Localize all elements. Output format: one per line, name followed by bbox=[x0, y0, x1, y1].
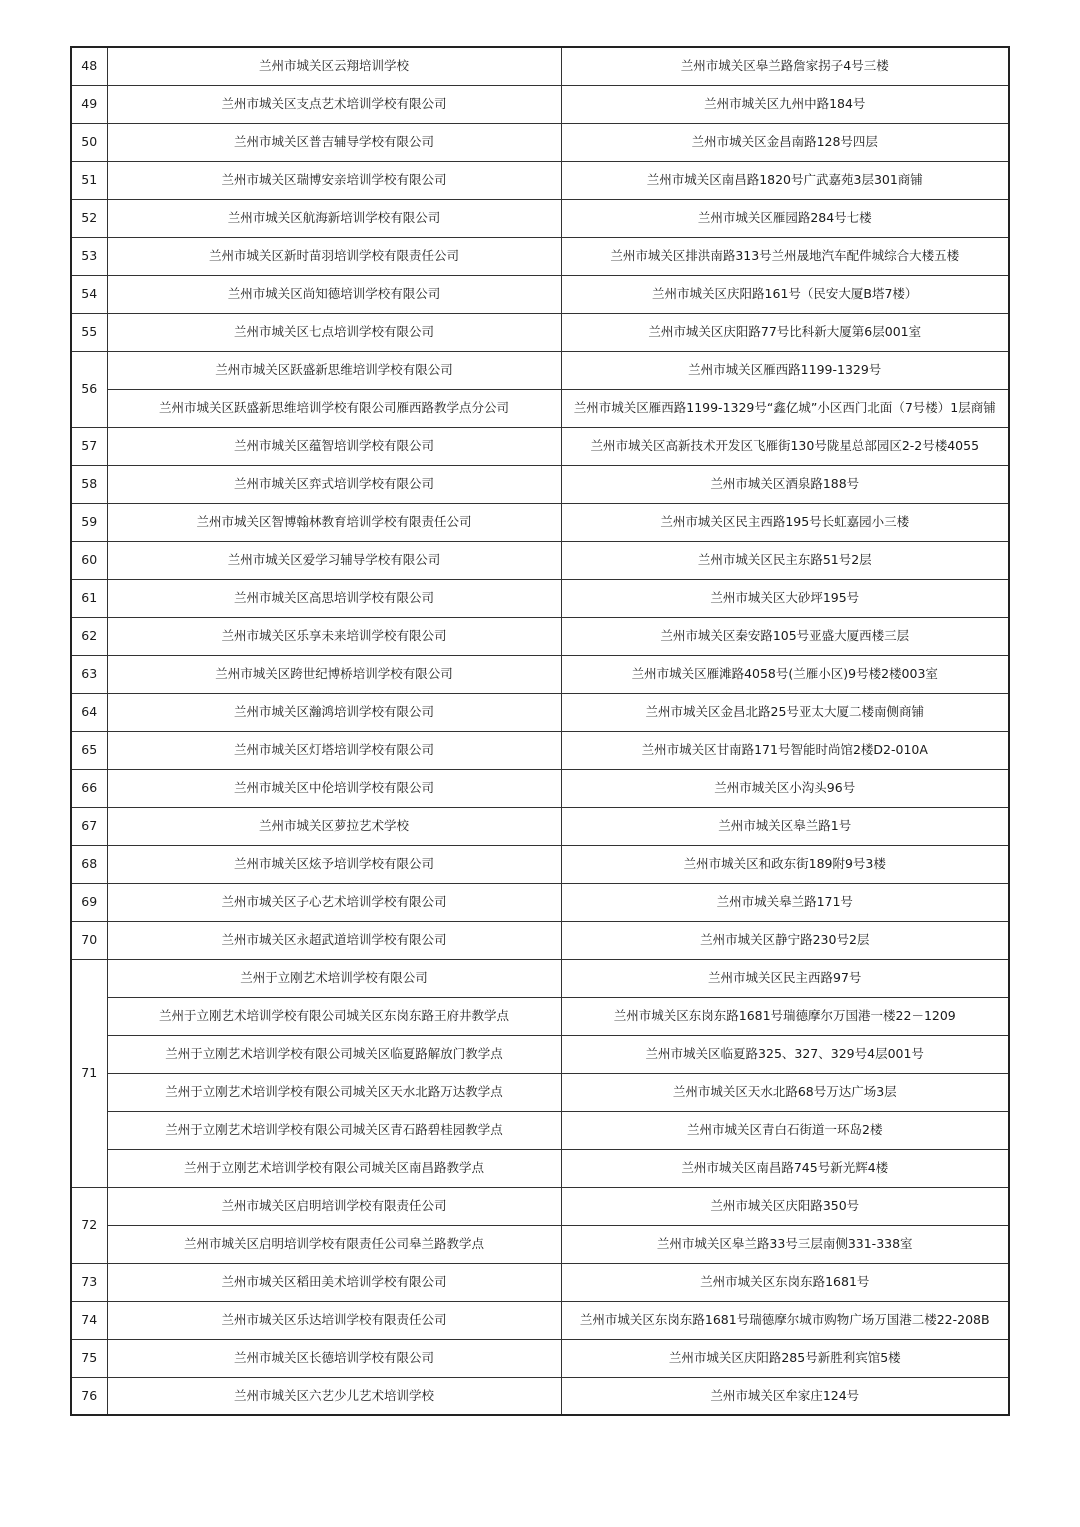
table-row bbox=[71, 1377, 1009, 1415]
school-address-cell: 兰州市城关区雁西路1199-1329号 bbox=[561, 351, 1009, 389]
row-number: 54 bbox=[71, 275, 107, 313]
school-address-cell: 兰州市城关区庆阳路161号（民安大厦B塔7楼） bbox=[561, 275, 1009, 313]
school-address-cell: 兰州市城关区天水北路68号万达广场3层 bbox=[561, 1073, 1009, 1111]
school-name-cell: 兰州市城关区瀚鸿培训学校有限公司 bbox=[107, 693, 561, 731]
school-name-cell: 兰州市城关区六艺少儿艺术培训学校 bbox=[107, 1377, 561, 1415]
school-name-cell: 兰州市城关区云翔培训学校 bbox=[107, 47, 561, 85]
school-address-cell: 兰州市城关区雁滩路4058号(兰雁小区)9号楼2楼003室 bbox=[561, 655, 1009, 693]
table-row bbox=[71, 541, 1009, 579]
school-address-cell: 兰州市城关区雁西路1199-1329号“鑫亿城”小区西门北面（7号楼）1层商铺 bbox=[561, 389, 1009, 427]
school-name-cell: 兰州市城关区智博翰林教育培训学校有限责任公司 bbox=[107, 503, 561, 541]
training-school-table bbox=[70, 46, 1010, 1416]
school-name-cell: 兰州于立刚艺术培训学校有限公司城关区南昌路教学点 bbox=[107, 1149, 561, 1187]
row-number: 58 bbox=[71, 465, 107, 503]
school-name-cell: 兰州市城关区跃盛新思维培训学校有限公司雁西路教学点分公司 bbox=[107, 389, 561, 427]
row-number: 53 bbox=[71, 237, 107, 275]
table-row bbox=[71, 617, 1009, 655]
table-row bbox=[71, 1073, 1009, 1111]
table-row bbox=[71, 807, 1009, 845]
school-address-cell: 兰州市城关区大砂坪195号 bbox=[561, 579, 1009, 617]
row-number: 67 bbox=[71, 807, 107, 845]
table-row bbox=[71, 199, 1009, 237]
school-address-cell: 兰州市城关区庆阳路285号新胜利宾馆5楼 bbox=[561, 1339, 1009, 1377]
school-name-cell: 兰州市城关区普吉辅导学校有限公司 bbox=[107, 123, 561, 161]
school-name-cell: 兰州市城关区长德培训学校有限公司 bbox=[107, 1339, 561, 1377]
row-number: 76 bbox=[71, 1377, 107, 1415]
table-row bbox=[71, 655, 1009, 693]
row-number: 56 bbox=[71, 351, 107, 427]
school-address-cell: 兰州市城关区排洪南路313号兰州晟地汽车配件城综合大楼五楼 bbox=[561, 237, 1009, 275]
row-number: 64 bbox=[71, 693, 107, 731]
row-number: 74 bbox=[71, 1301, 107, 1339]
table-row bbox=[71, 1339, 1009, 1377]
school-address-cell: 兰州市城关区秦安路105号亚盛大厦西楼三层 bbox=[561, 617, 1009, 655]
row-number: 48 bbox=[71, 47, 107, 85]
row-number: 61 bbox=[71, 579, 107, 617]
row-number: 70 bbox=[71, 921, 107, 959]
school-address-cell: 兰州市城关区九州中路184号 bbox=[561, 85, 1009, 123]
table-row bbox=[71, 313, 1009, 351]
table-row bbox=[71, 1149, 1009, 1187]
school-name-cell: 兰州市城关区灯塔培训学校有限公司 bbox=[107, 731, 561, 769]
row-number: 51 bbox=[71, 161, 107, 199]
table-row bbox=[71, 123, 1009, 161]
school-name-cell: 兰州市城关区蕴智培训学校有限公司 bbox=[107, 427, 561, 465]
row-number: 55 bbox=[71, 313, 107, 351]
school-name-cell: 兰州市城关区乐享未来培训学校有限公司 bbox=[107, 617, 561, 655]
table-row bbox=[71, 427, 1009, 465]
school-name-cell: 兰州于立刚艺术培训学校有限公司城关区青石路碧桂园教学点 bbox=[107, 1111, 561, 1149]
table-body bbox=[71, 47, 1009, 1415]
table-row bbox=[71, 237, 1009, 275]
school-name-cell: 兰州市城关区中伦培训学校有限公司 bbox=[107, 769, 561, 807]
school-address-cell: 兰州市城关区庆阳路350号 bbox=[561, 1187, 1009, 1225]
school-name-cell: 兰州市城关区永超武道培训学校有限公司 bbox=[107, 921, 561, 959]
table-row bbox=[71, 997, 1009, 1035]
school-name-cell: 兰州市城关区七点培训学校有限公司 bbox=[107, 313, 561, 351]
table-row bbox=[71, 503, 1009, 541]
row-number: 75 bbox=[71, 1339, 107, 1377]
table-row bbox=[71, 85, 1009, 123]
table-row bbox=[71, 1263, 1009, 1301]
school-address-cell: 兰州市城关区青白石街道一环岛2楼 bbox=[561, 1111, 1009, 1149]
school-address-cell: 兰州市城关区东岗东路1681号瑞德摩尔城市购物广场万国港二楼22-208B bbox=[561, 1301, 1009, 1339]
school-name-cell: 兰州市城关区新时苗羽培训学校有限责任公司 bbox=[107, 237, 561, 275]
row-number: 52 bbox=[71, 199, 107, 237]
row-number: 49 bbox=[71, 85, 107, 123]
school-name-cell: 兰州市城关区跃盛新思维培训学校有限公司 bbox=[107, 351, 561, 389]
table-row bbox=[71, 1035, 1009, 1073]
table-row bbox=[71, 579, 1009, 617]
school-name-cell: 兰州市城关区子心艺术培训学校有限公司 bbox=[107, 883, 561, 921]
school-address-cell: 兰州市城关区甘南路171号智能时尚馆2楼D2-010A bbox=[561, 731, 1009, 769]
school-address-cell: 兰州市城关区皋兰路1号 bbox=[561, 807, 1009, 845]
table-row bbox=[71, 351, 1009, 389]
school-address-cell: 兰州市城关区静宁路230号2层 bbox=[561, 921, 1009, 959]
school-name-cell: 兰州市城关区瑞博安亲培训学校有限公司 bbox=[107, 161, 561, 199]
school-address-cell: 兰州市城关区南昌路745号新光辉4楼 bbox=[561, 1149, 1009, 1187]
school-name-cell: 兰州市城关区萝拉艺术学校 bbox=[107, 807, 561, 845]
row-number: 65 bbox=[71, 731, 107, 769]
row-number: 73 bbox=[71, 1263, 107, 1301]
school-address-cell: 兰州市城关区和政东街189附9号3楼 bbox=[561, 845, 1009, 883]
school-name-cell: 兰州市城关区稻田美术培训学校有限公司 bbox=[107, 1263, 561, 1301]
table-row bbox=[71, 465, 1009, 503]
table-row bbox=[71, 1225, 1009, 1263]
school-name-cell: 兰州于立刚艺术培训学校有限公司 bbox=[107, 959, 561, 997]
school-address-cell: 兰州市城关区皋兰路詹家拐子4号三楼 bbox=[561, 47, 1009, 85]
school-name-cell: 兰州于立刚艺术培训学校有限公司城关区东岗东路王府井教学点 bbox=[107, 997, 561, 1035]
school-address-cell: 兰州市城关区民主西路195号长虹嘉园小三楼 bbox=[561, 503, 1009, 541]
school-name-cell: 兰州市城关区弈式培训学校有限公司 bbox=[107, 465, 561, 503]
school-address-cell: 兰州市城关区皋兰路33号三层南侧331-338室 bbox=[561, 1225, 1009, 1263]
school-address-cell: 兰州市城关区高新技术开发区飞雁街130号陇星总部园区2-2号楼4055 bbox=[561, 427, 1009, 465]
school-address-cell: 兰州市城关区民主西路97号 bbox=[561, 959, 1009, 997]
school-address-cell: 兰州市城关区金昌南路128号四层 bbox=[561, 123, 1009, 161]
table-row bbox=[71, 1111, 1009, 1149]
school-address-cell: 兰州市城关区雁园路284号七楼 bbox=[561, 199, 1009, 237]
table-row bbox=[71, 1187, 1009, 1225]
school-address-cell: 兰州市城关区东岗东路1681号 bbox=[561, 1263, 1009, 1301]
school-name-cell: 兰州于立刚艺术培训学校有限公司城关区天水北路万达教学点 bbox=[107, 1073, 561, 1111]
row-number: 57 bbox=[71, 427, 107, 465]
school-name-cell: 兰州于立刚艺术培训学校有限公司城关区临夏路解放门教学点 bbox=[107, 1035, 561, 1073]
table-row bbox=[71, 845, 1009, 883]
school-address-cell: 兰州市城关区民主东路51号2层 bbox=[561, 541, 1009, 579]
school-name-cell: 兰州市城关区爱学习辅导学校有限公司 bbox=[107, 541, 561, 579]
table-row bbox=[71, 731, 1009, 769]
table-row bbox=[71, 389, 1009, 427]
table-row bbox=[71, 161, 1009, 199]
row-number: 59 bbox=[71, 503, 107, 541]
school-address-cell: 兰州市城关区南昌路1820号广武嘉苑3层301商铺 bbox=[561, 161, 1009, 199]
school-address-cell: 兰州市城关区庆阳路77号比科新大厦第6层001室 bbox=[561, 313, 1009, 351]
school-address-cell: 兰州市城关区金昌北路25号亚太大厦二楼南侧商铺 bbox=[561, 693, 1009, 731]
school-name-cell: 兰州市城关区启明培训学校有限责任公司皋兰路教学点 bbox=[107, 1225, 561, 1263]
row-number: 63 bbox=[71, 655, 107, 693]
school-name-cell: 兰州市城关区炫予培训学校有限公司 bbox=[107, 845, 561, 883]
row-number: 60 bbox=[71, 541, 107, 579]
table-row bbox=[71, 693, 1009, 731]
school-name-cell: 兰州市城关区跨世纪博桥培训学校有限公司 bbox=[107, 655, 561, 693]
table-row bbox=[71, 1301, 1009, 1339]
school-name-cell: 兰州市城关区航海新培训学校有限公司 bbox=[107, 199, 561, 237]
row-number: 62 bbox=[71, 617, 107, 655]
school-address-cell: 兰州市城关皋兰路171号 bbox=[561, 883, 1009, 921]
table-row bbox=[71, 769, 1009, 807]
school-name-cell: 兰州市城关区乐达培训学校有限责任公司 bbox=[107, 1301, 561, 1339]
school-address-cell: 兰州市城关区东岗东路1681号瑞德摩尔万国港一楼22－1209 bbox=[561, 997, 1009, 1035]
row-number: 69 bbox=[71, 883, 107, 921]
school-address-cell: 兰州市城关区牟家庄124号 bbox=[561, 1377, 1009, 1415]
row-number: 71 bbox=[71, 959, 107, 1187]
table-row bbox=[71, 959, 1009, 997]
table-row bbox=[71, 275, 1009, 313]
school-name-cell: 兰州市城关区尚知德培训学校有限公司 bbox=[107, 275, 561, 313]
table-row bbox=[71, 47, 1009, 85]
table-row bbox=[71, 883, 1009, 921]
row-number: 66 bbox=[71, 769, 107, 807]
school-address-cell: 兰州市城关区酒泉路188号 bbox=[561, 465, 1009, 503]
row-number: 68 bbox=[71, 845, 107, 883]
row-number: 72 bbox=[71, 1187, 107, 1263]
table-row bbox=[71, 921, 1009, 959]
school-address-cell: 兰州市城关区临夏路325、327、329号4层001号 bbox=[561, 1035, 1009, 1073]
school-name-cell: 兰州市城关区高思培训学校有限公司 bbox=[107, 579, 561, 617]
school-name-cell: 兰州市城关区启明培训学校有限责任公司 bbox=[107, 1187, 561, 1225]
school-name-cell: 兰州市城关区支点艺术培训学校有限公司 bbox=[107, 85, 561, 123]
school-address-cell: 兰州市城关区小沟头96号 bbox=[561, 769, 1009, 807]
row-number: 50 bbox=[71, 123, 107, 161]
